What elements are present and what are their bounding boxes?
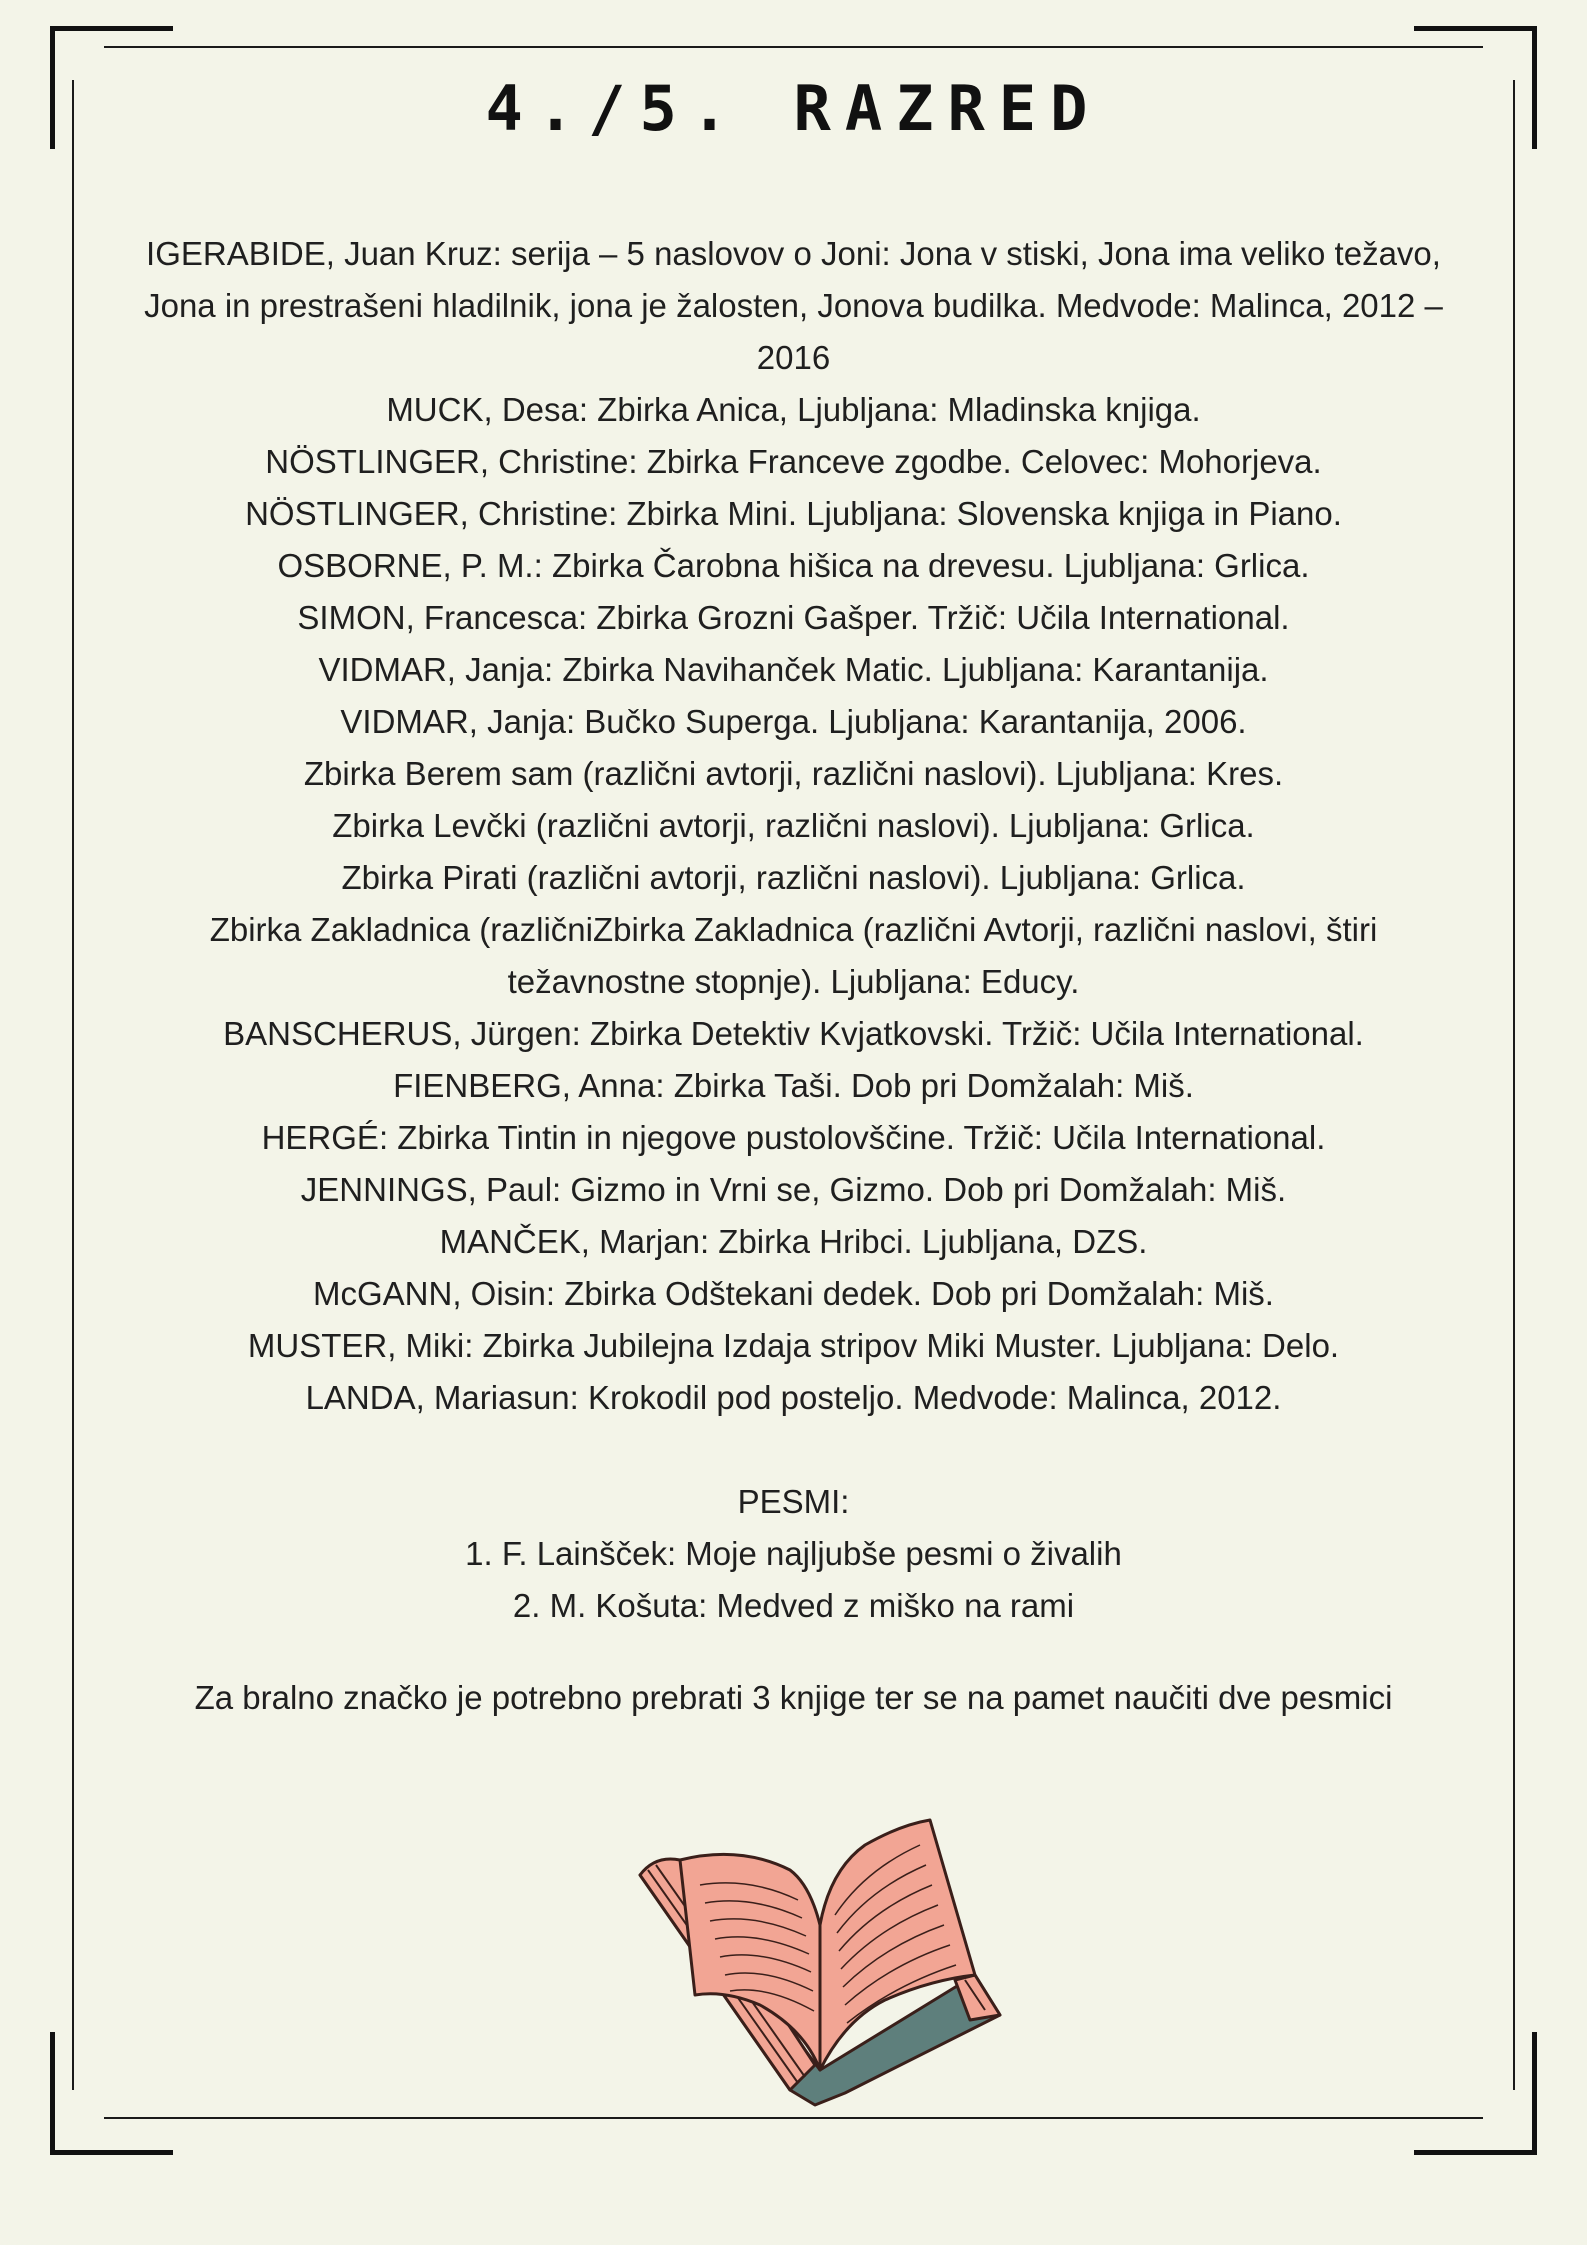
book-entry: NÖSTLINGER, Christine: Zbirka Mini. Ljubljana: Slovenska knjiga in Piano. bbox=[245, 495, 1342, 532]
poem-entry: 1. F. Lainšček: Moje najljubše pesmi o živalih bbox=[465, 1535, 1122, 1572]
reading-list bbox=[120, 228, 1467, 1724]
book-entry: Zbirka Berem sam (različni avtorji, različni naslovi). Ljubljana: Kres. bbox=[303, 755, 1284, 792]
poems-heading: PESMI: bbox=[737, 1483, 850, 1520]
book-entry: SIMON, Francesca: Zbirka Grozni Gašper. Tržič: Učila International. bbox=[297, 599, 1290, 636]
page-title: 4./5. RAZRED bbox=[485, 72, 1102, 145]
book-entry: HERGÉ: Zbirka Tintin in njegove pustolovščine. Tržič: Učila International. bbox=[261, 1119, 1326, 1156]
book-entry: OSBORNE, P. M.: Zbirka Čarobna hišica na drevesu. Ljubljana: Grlica. bbox=[277, 547, 1310, 584]
book-entry: MUCK, Desa: Zbirka Anica, Ljubljana: Mladinska knjiga. bbox=[386, 391, 1201, 428]
book-entry: MANČEK, Marjan: Zbirka Hribci. Ljubljana, DZS. bbox=[439, 1223, 1148, 1260]
book-entry: Zbirka Pirati (različni avtorji, različni naslovi). Ljubljana: Grlica. bbox=[341, 859, 1246, 896]
corner-bottom-left bbox=[50, 2032, 173, 2155]
book-entry: FIENBERG, Anna: Zbirka Taši. Dob pri Domžalah: Miš. bbox=[393, 1067, 1194, 1104]
book-entry: LANDA, Mariasun: Krokodil pod posteljo. Medvode: Malinca, 2012. bbox=[305, 1379, 1282, 1416]
book-entry: JENNINGS, Paul: Gizmo in Vrni se, Gizmo. Dob pri Domžalah: Miš. bbox=[300, 1171, 1287, 1208]
corner-bottom-right bbox=[1414, 2032, 1537, 2155]
book-entry: IGERABIDE, Juan Kruz: serija – 5 naslovov o Joni: Jona v stiski, Jona ima veliko težavo, Jona in prestrašeni hladilnik, jona je žalosten, Jonova budilka. Medvode: Malinca, 2012 – 2016 bbox=[144, 235, 1443, 376]
open-book-icon bbox=[630, 1815, 1010, 2115]
frame-left-line bbox=[72, 80, 74, 2090]
book-entry: Zbirka Zakladnica (različniZbirka Zakladnica (različni Avtorji, različni naslovi, štiri težavnostne stopnje). Ljubljana: Educy. bbox=[209, 911, 1378, 1000]
frame-right-line bbox=[1513, 80, 1515, 2090]
frame-bottom-line bbox=[104, 2117, 1483, 2119]
book-entry: NÖSTLINGER, Christine: Zbirka Franceve zgodbe. Celovec: Mohorjeva. bbox=[265, 443, 1322, 480]
frame-top-line bbox=[104, 46, 1483, 48]
poem-entry: 2. M. Košuta: Medved z miško na rami bbox=[512, 1587, 1075, 1624]
book-entry: McGANN, Oisin: Zbirka Odštekani dedek. Dob pri Domžalah: Miš. bbox=[313, 1275, 1274, 1312]
reading-badge-note: Za bralno značko je potrebno prebrati 3 knjige ter se na pamet naučiti dve pesmici bbox=[194, 1679, 1393, 1716]
book-entry: VIDMAR, Janja: Bučko Superga. Ljubljana: Karantanija, 2006. bbox=[340, 703, 1247, 740]
book-entry: Zbirka Levčki (različni avtorji, različni naslovi). Ljubljana: Grlica. bbox=[332, 807, 1255, 844]
book-entry: MUSTER, Miki: Zbirka Jubilejna Izdaja stripov Miki Muster. Ljubljana: Delo. bbox=[247, 1327, 1340, 1364]
book-entry: BANSCHERUS, Jürgen: Zbirka Detektiv Kvjatkovski. Tržič: Učila International. bbox=[223, 1015, 1364, 1052]
book-entry: VIDMAR, Janja: Zbirka Navihanček Matic. Ljubljana: Karantanija. bbox=[318, 651, 1269, 688]
